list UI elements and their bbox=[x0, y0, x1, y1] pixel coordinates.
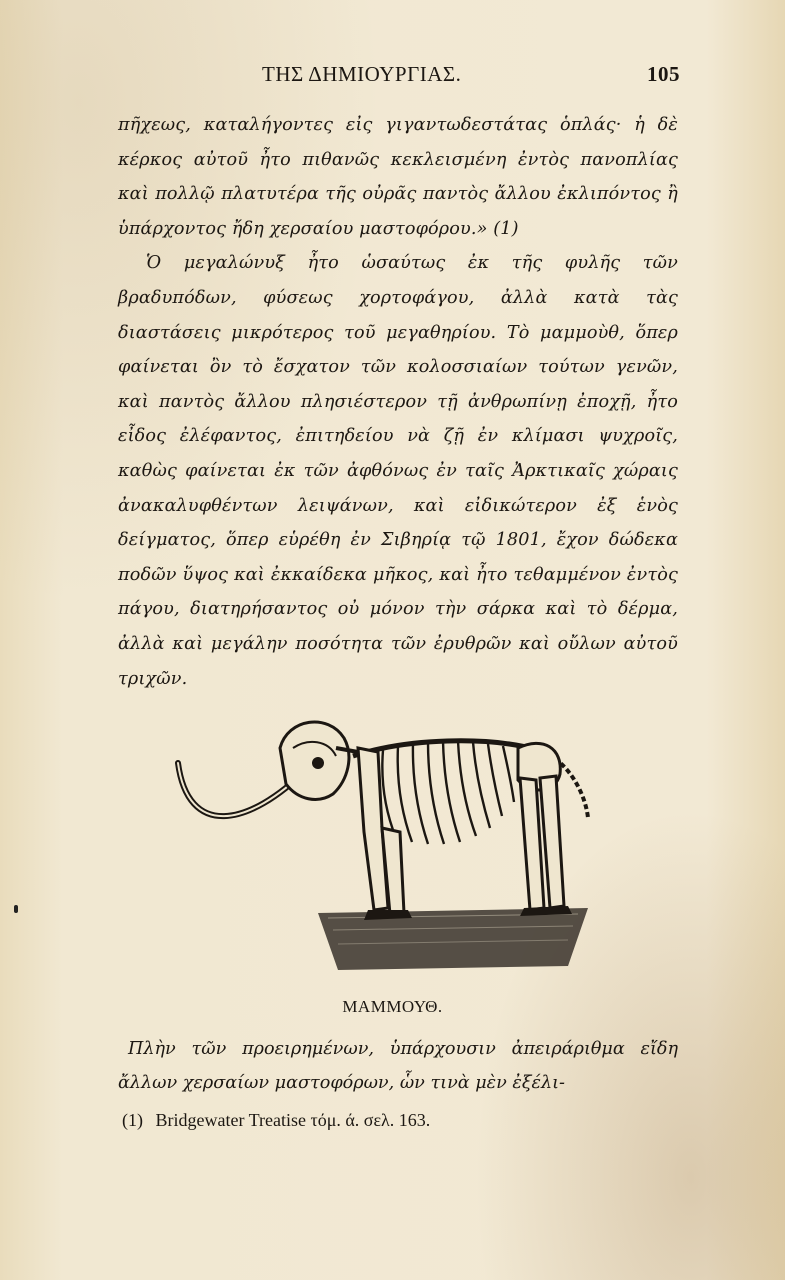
footnote bbox=[122, 1110, 682, 1131]
paragraph-2: Ὁ μεγαλώνυξ ἦτο ὡσαύτως ἐκ τῆς φυλῆς τῶν βραδυπόδων, φύσεως χορτοφάγου, ἀλλὰ κατὰ τὰς διαστάσεις μικρότερος τοῦ μεγαθηρίου. Τὸ μαμμοὺθ, ὅπερ φαίνεται ὂν τὸ ἔσχατον τῶν κολοσσιαίων τούτων γενῶν, καὶ παντὸς ἄλλου πλησιέστερον τῇ ἀνθρωπίνῃ ἐποχῇ, ἦτο εἶδος ἐλέφαντος, ἐπιτηδείου νὰ ζῇ ἐν κλίμασι ψυχροῖς, καθὼς φαίνεται ἐκ τῶν ἀφθόνως ἐν ταῖς Ἀρκτικαῖς χώραις ἀνακαλυφθέντων λειψάνων, καὶ εἰδικώτερον ἐξ ἑνὸς δείγματος, ὅπερ εὑρέθη ἐν Σιβηρίᾳ τῷ 1801, ἔχον δώδεκα ποδῶν ὕψος καὶ ἐκκαίδεκα μῆκος, καὶ ἦτο τεθαμμένον ἐντὸς πάγου, διατηρήσαντος οὐ μόνον τὴν σάρκα καὶ τὸ δέρμα, ἀλλὰ καὶ μεγάλην ποσότητα τῶν ἐρυθρῶν καὶ οὔλων αὐτοῦ τριχῶν. bbox=[118, 253, 678, 689]
footnote-marker: (1) bbox=[122, 1110, 143, 1130]
continuation-text bbox=[118, 1032, 678, 1100]
running-title: ΤΗΣ ΔΗΜΙΟΥΡΓΙΑΣ. bbox=[262, 62, 462, 86]
margin-mark bbox=[14, 905, 18, 913]
main-text bbox=[118, 108, 678, 696]
footnote-text: Bridgewater Treatise τόμ. ά. σελ. 163. bbox=[155, 1110, 431, 1130]
mammoth-skeleton-engraving bbox=[168, 708, 608, 978]
paragraph-1: πῆχεως, καταλήγοντες εἰς γιγαντωδεστάτας ὁπλάς· ἡ δὲ κέρκος αὐτοῦ ἦτο πιθανῶς κεκλεισμένη ἐντὸς πανοπλίας καὶ πολλῷ πλατυτέρα τῆς οὐρᾶς παντὸς ἄλλου ἐκλιπόντος ἢ ὑπάρχοντος ἤδη χερσαίου μαστοφόρου.» (1) bbox=[118, 115, 678, 239]
running-header bbox=[110, 62, 680, 92]
figure-caption: ΜΑΜΜΟΥΘ. bbox=[342, 997, 443, 1016]
mammoth-figure bbox=[168, 708, 608, 978]
page-number: 105 bbox=[647, 62, 680, 86]
paragraph-3: Πλὴν τῶν προειρημένων, ὑπάρχουσιν ἀπειράριθμα εἴδη ἄλλων χερσαίων μαστοφόρων, ὧν τινὰ μὲν ἐξέλι- bbox=[118, 1039, 678, 1093]
